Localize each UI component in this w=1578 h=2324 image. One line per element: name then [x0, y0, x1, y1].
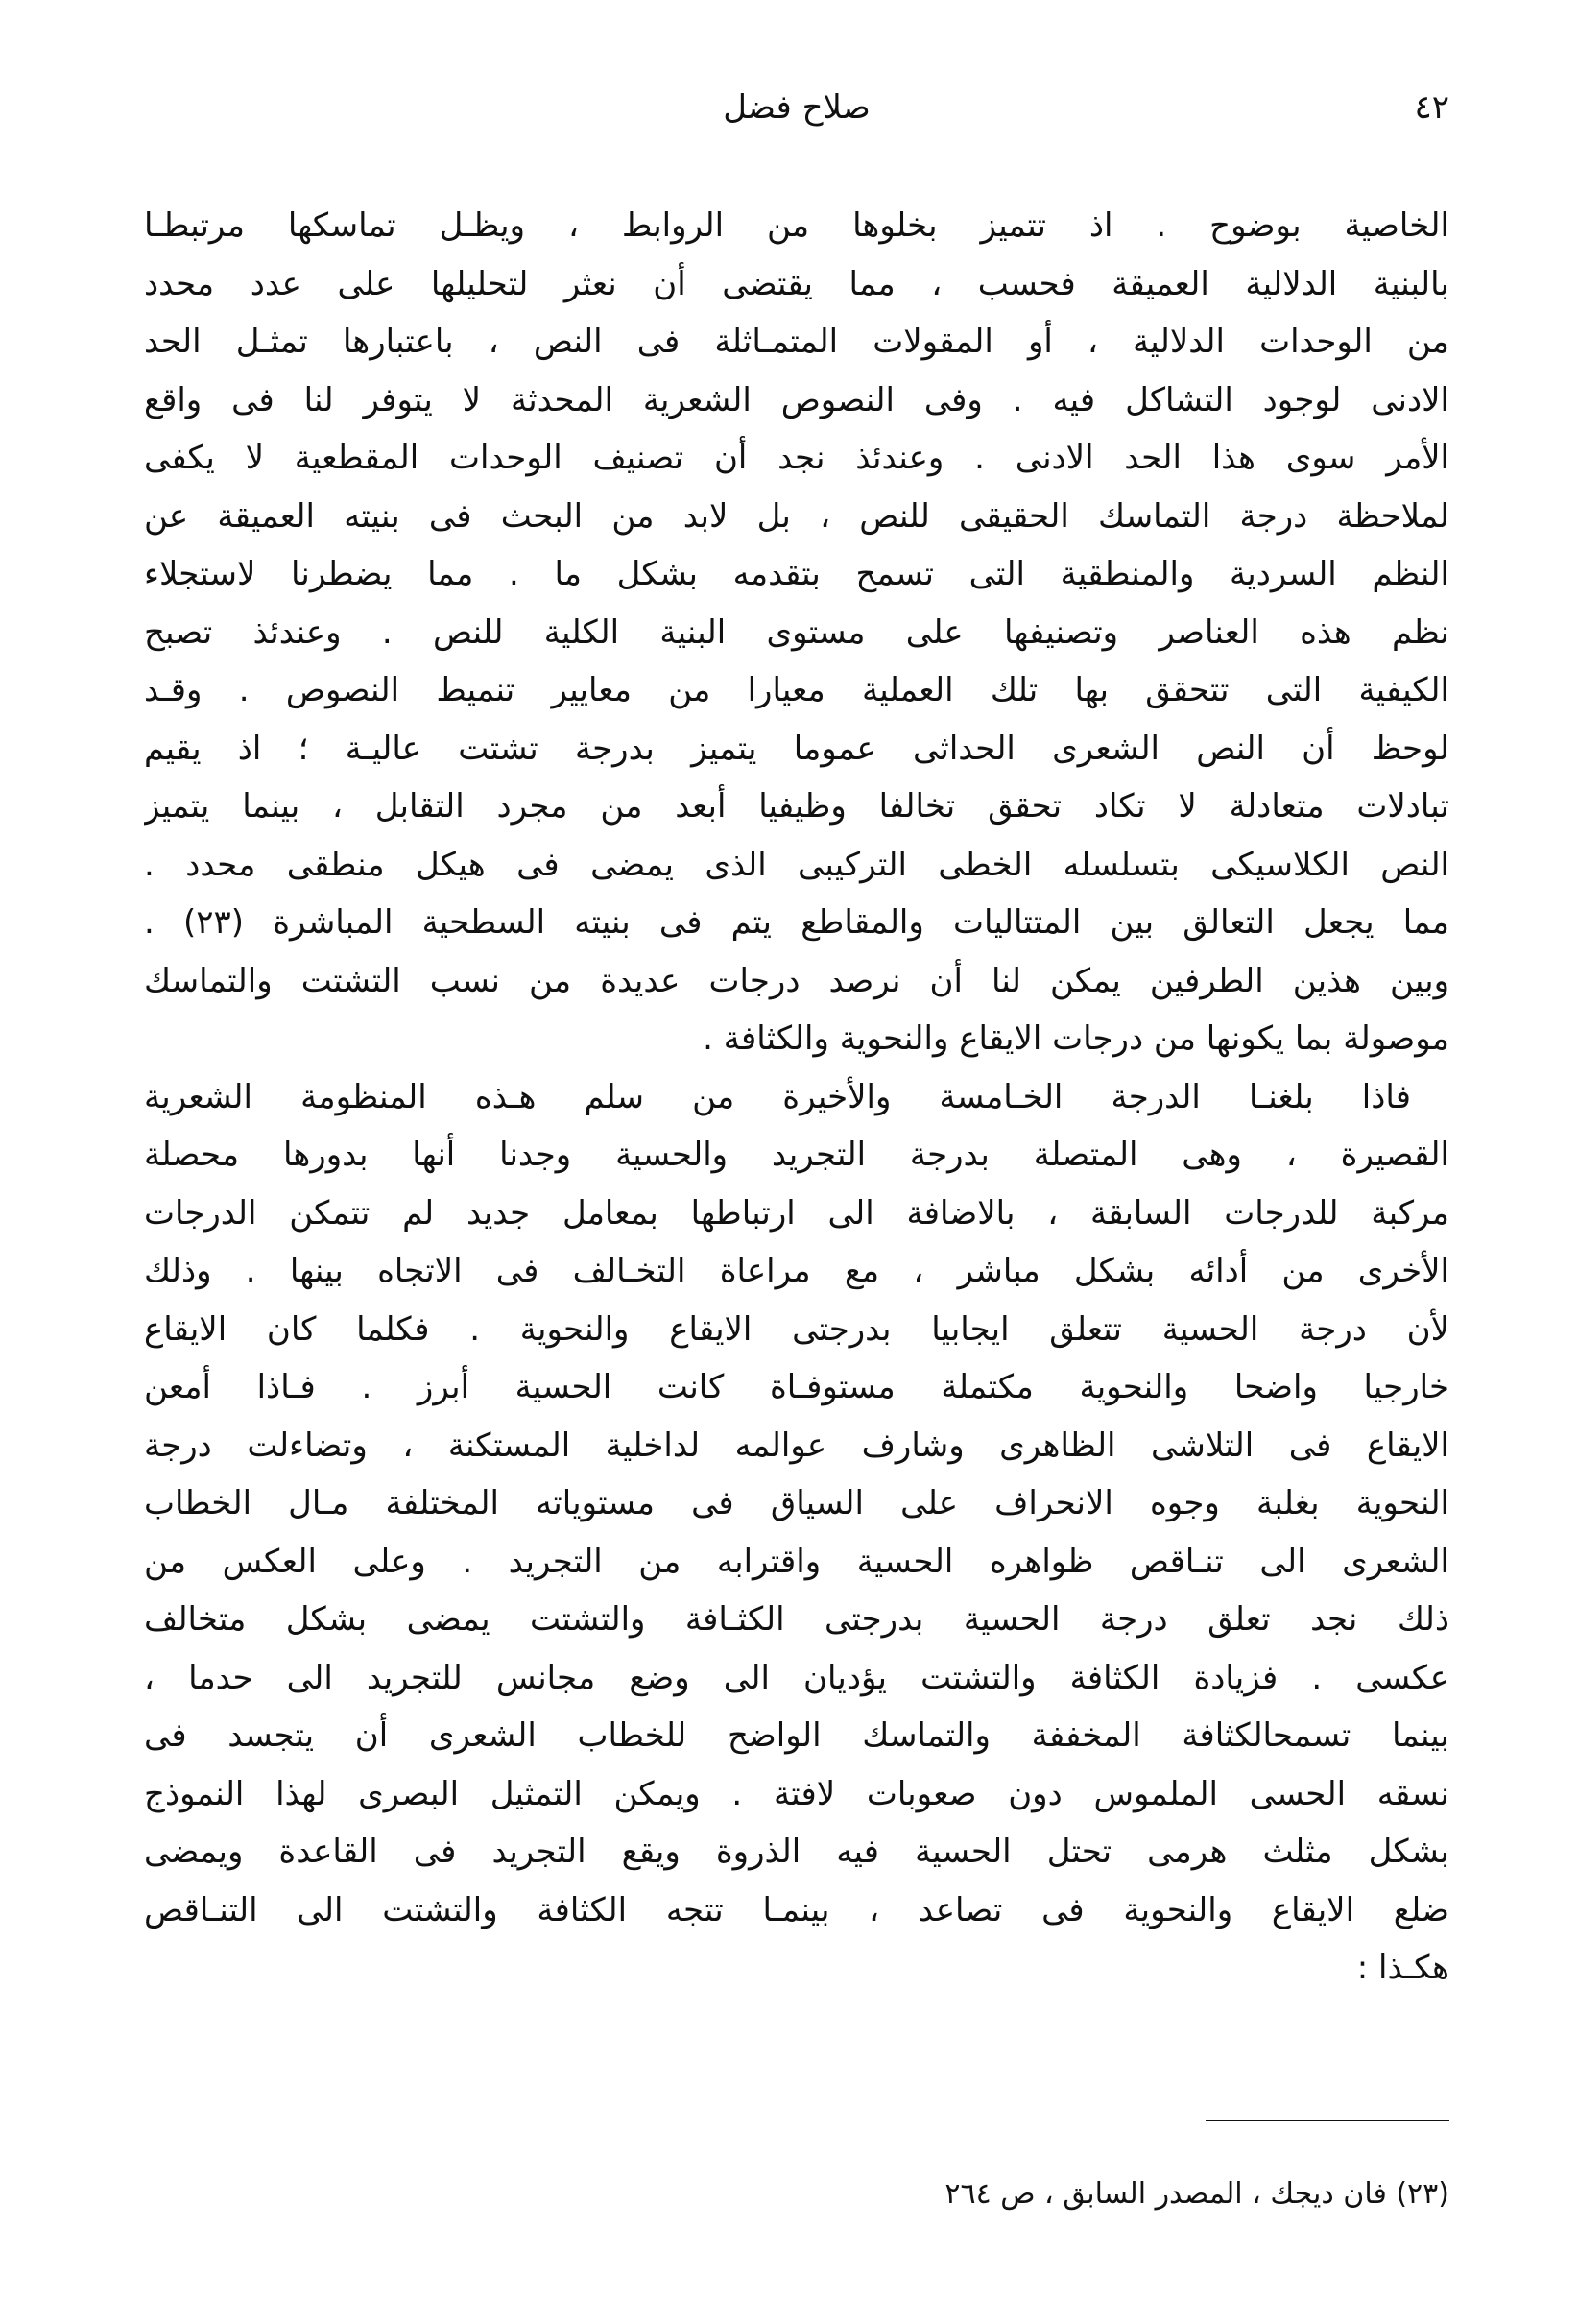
text-line: الادنى لوجود التشاكل فيه . وفى النصوص الشعرية المحدثة لا يتوفر لنا فى واقع: [144, 380, 1449, 419]
text-line: بشكل مثلث هرمى تحتل الحسية فيه الذروة ويقع التجريد فى القاعدة ويمضى: [144, 1833, 1449, 1871]
text-line: نظم هذه العناصر وتصنيفها على مستوى البنية الكلية للنص . وعندئذ تصبح: [144, 612, 1449, 652]
text-line: هكـذا :: [1356, 1949, 1449, 1987]
page-header: [144, 88, 1449, 146]
text-line: النظم السردية والمنطقية التى تسمح بتقدمه بشكل ما . مما يضطرنا لاستجلاء: [144, 555, 1449, 593]
text-line: الخاصية بوضوح . اذ تتميز بخلوها من الروابط ، ويظـل تماسكها مرتبطـا: [144, 206, 1449, 245]
footnote-divider: [1206, 2120, 1449, 2121]
text-line: فاذا بلغنـا الدرجة الخـامسة والأخيرة من سلم هـذه المنظومة الشعرية: [144, 1077, 1411, 1116]
text-line: عكسى . فزيادة الكثافة والتشتت يؤديان الى وضع مجانس للتجريد الى حدما ،: [144, 1658, 1449, 1697]
text-line: القصيرة ، وهى المتصلة بدرجة التجريد والحسية وجدنا أنها بدورها محصلة: [144, 1136, 1449, 1174]
text-line: الشعرى الى تنـاقص ظواهره الحسية واقترابه من التجريد . وعلى العكس من: [144, 1542, 1449, 1581]
text-line: لأن درجة الحسية تتعلق ايجابيا بدرجتى الايقاع والنحوية . فكلما كان الايقاع: [144, 1309, 1449, 1349]
footnote: (٢٣) فان ديجك ، المصدر السابق ، ص ٢٦٤: [944, 2177, 1449, 2211]
text-line: الايقاع فى التلاشى الظاهرى وشارف عوالمه لداخلية المستكنة ، وتضاءلت درجة: [144, 1426, 1449, 1465]
text-line: ضلع الايقاع والنحوية فى تصاعد ، بينمـا تتجه الكثافة والتشتت الى التنـاقص: [144, 1890, 1449, 1929]
text-line: نسقه الحسى الملموس دون صعوبات لافتة . ويمكن التمثيل البصرى لهذا النموذج: [144, 1774, 1449, 1813]
text-line: ذلك نجد تعلق درجة الحسية بدرجتى الكثـافة والتشتت يمضى بشكل متخالف: [144, 1600, 1449, 1639]
text-line: من الوحدات الدلالية ، أو المقولات المتمـاثلة فى النص ، باعتبارها تمثـل الحد: [144, 323, 1449, 361]
text-line: الأمر سوى هذا الحد الادنى . وعندئذ نجد أن تصنيف الوحدات المقطعية لا يكفى: [144, 439, 1449, 477]
text-line: خارجيا واضحا والنحوية مكتملة مستوفـاة كانت الحسية أبرز . فـاذا أمعن: [144, 1368, 1449, 1406]
text-line: الكيفية التى تتحقق بها تلك العملية معيارا من معايير تنميط النصوص . وقـد: [144, 671, 1449, 709]
text-line: مركبة للدرجات السابقة ، بالاضافة الى ارتباطها بمعامل جديد لم تتمكن الدرجات: [144, 1193, 1449, 1233]
text-line: الأخرى من أدائه بشكل مباشر ، مع مراعاة التخـالف فى الاتجاه بينها . وذلك: [144, 1252, 1449, 1290]
text-line: بينما تسمحالكثافة المخففة والتماسك الواضح للخطاب الشعرى أن يتجسد فى: [144, 1716, 1449, 1755]
body-text: [144, 197, 1449, 1998]
text-line: وبين هذين الطرفين يمكن لنا أن نرصد درجات عديدة من نسب التشتت والتماسك: [144, 961, 1449, 1000]
text-line: النص الكلاسيكى بتسلسله الخطى التركيبى الذى يمضى فى هيكل منطقى محدد .: [144, 845, 1449, 884]
text-line: تبادلات متعادلة لا تكاد تحقق تخالفا وظيفيا أبعد من مجرد التقابل ، بينما يتميز: [144, 787, 1449, 826]
text-line: لوحظ أن النص الشعرى الحداثى عموما يتميز بدرجة تشتت عاليـة ؛ اذ يقيم: [144, 729, 1449, 768]
text-line: بالبنية الدلالية العميقة فحسب ، مما يقتضى أن نعثر لتحليلها على عدد محدد: [144, 264, 1449, 303]
page-number: ٤٢: [1414, 88, 1449, 127]
text-line: لملاحظة درجة التماسك الحقيقى للنص ، بل لابد من البحث فى بنيته العميقة عن: [144, 496, 1449, 536]
running-title: صلاح فضل: [723, 88, 871, 127]
text-line: النحوية بغلبة وجوه الانحراف على السياق فى مستوياته المختلفة مـال الخطاب: [144, 1484, 1449, 1522]
text-line: مما يجعل التعالق بين المتتاليات والمقاطع يتم فى بنيته السطحية المباشرة (٢٣) .: [144, 903, 1449, 942]
text-line: موصولة بما يكونها من درجات الايقاع والنحوية والكثافة .: [703, 1019, 1449, 1058]
